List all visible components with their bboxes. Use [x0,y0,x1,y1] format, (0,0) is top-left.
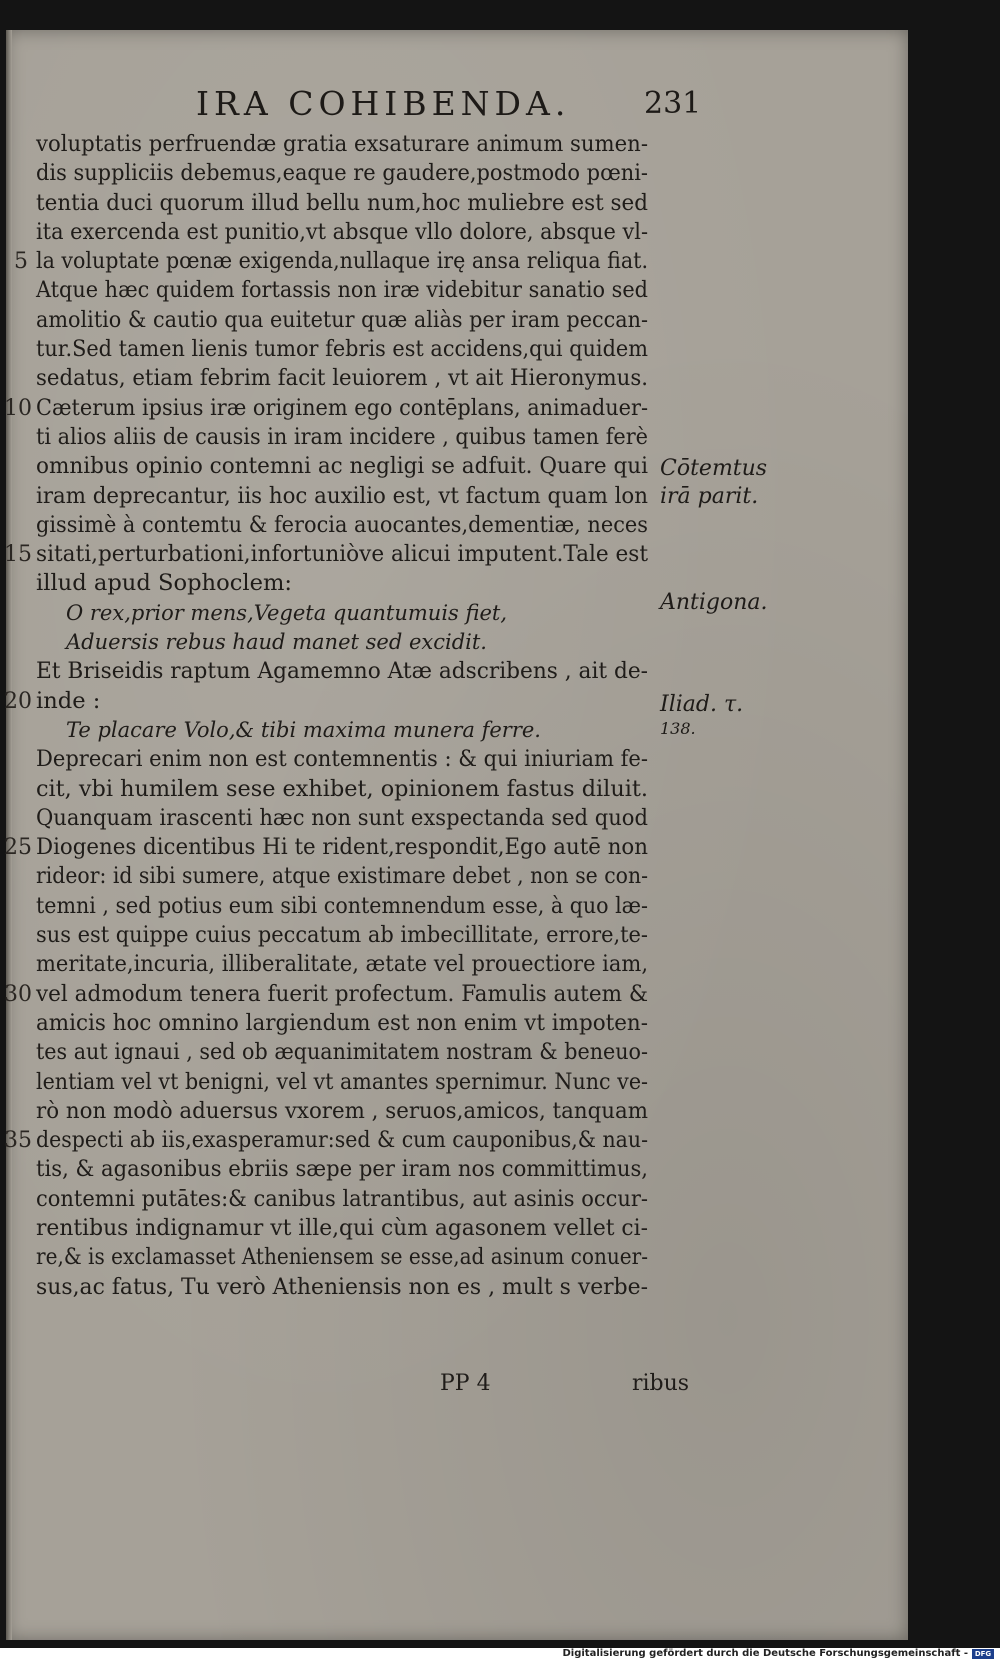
line-number: 5 [14,249,28,275]
line-text: la voluptate pœnæ exigenda,nullaque irę ansa reliqua fiat. [36,248,648,275]
text-line [4,394,696,423]
text-line [36,1185,696,1214]
line-text: Atque hæc quidem fortassis non iræ videbitur sanatio sed [36,277,648,304]
line-text: dis suppliciis debemus,eaque re gaudere,postmodo pœni- [36,160,648,187]
text-line [36,1155,696,1184]
line-text: amolitio & cautio qua euitetur quæ aliàs per iram peccan- [36,306,648,333]
digitization-footer [0,1648,1000,1661]
margin-note-antigona [660,589,768,617]
verse-line [36,599,696,628]
text-line [14,247,696,276]
text-line [36,218,696,247]
text-line [36,159,696,188]
text-line [36,1097,696,1126]
line-text: tes aut ignaui , sed ob æquanimitatem nostram & beneuo- [36,1039,648,1066]
line-text: amicis hoc omnino largiendum est non enim vt impoten- [36,1009,648,1036]
text-line [36,1009,696,1038]
line-text: lentiam vel vt benigni, vel vt amantes spernimur. Nunc ve- [36,1068,648,1095]
line-text: gissimè à contemtu & ferocia auocantes,dementiæ, neces [36,511,648,538]
text-line [36,862,696,891]
page-header [0,78,1000,124]
line-text: rideor: id sibi sumere, atque existimare debet , non se con- [36,863,648,890]
text-line [4,980,696,1009]
line-text: omnibus opinio contemni ac negligi se adfuit. Quare qui [36,453,648,480]
text-line [36,452,696,481]
line-text: Quanquam irascenti hæc non sunt exspectanda sed quod [36,804,648,831]
margin-note-contemtus [660,455,767,511]
line-text: illud apud Sophoclem: [36,570,292,597]
text-line [36,364,696,393]
line-number: 30 [4,981,32,1007]
text-line [36,1243,696,1272]
line-number: 20 [4,688,32,714]
line-text: Cæterum ipsius iræ originem ego contēplans, animaduer- [36,394,648,421]
line-text: O rex,prior mens,Vegeta quantumuis fiet, [66,600,508,625]
text-line [4,833,696,862]
line-text: ti alios aliis de causis in iram incidere , quibus tamen ferè [36,423,648,450]
margin-note-line: Antigona. [660,590,768,615]
text-line [36,482,696,511]
text-line [36,950,696,979]
dfg-logo: DFG [972,1649,994,1659]
text-line [36,335,696,364]
text-line [36,569,696,598]
verse-line [36,716,696,745]
running-head: IRA COHIBENDA. [196,84,571,123]
text-line [36,1068,696,1097]
line-text: re,& is exclamasset Atheniensem se esse,ad asinum conuer- [36,1244,648,1271]
text-line [36,276,696,305]
line-text: tis, & agasonibus ebriis sæpe per iram nos committimus, [36,1156,648,1183]
margin-note-line: Iliad. τ. [660,692,744,717]
line-text: sitati,perturbationi,infortuniòve alicui imputent.Tale est [36,541,648,568]
line-text: cit, vbi humilem sese exhibet, opinionem fastus diluit. [36,775,648,802]
text-line [36,657,696,686]
signature-mark: PP 4 [440,1371,491,1396]
line-text: inde : [36,687,101,714]
line-text: Aduersis rebus haud manet sed excidit. [66,630,487,655]
text-line [36,1273,696,1302]
line-text: Et Briseidis raptum Agamemno Atæ adscribens , ait de- [36,658,648,685]
line-text: despecti ab iis,exasperamur:sed & cum cauponibus,& nau- [36,1127,648,1154]
verse-line [36,628,696,657]
text-line [36,130,696,159]
main-text-block [4,130,696,1302]
line-text: vel admodum tenera fuerit profectum. Famulis autem & [36,980,648,1007]
line-text: sus,ac fatus, Tu verò Atheniensis non es , mult s verbe- [36,1273,648,1300]
text-line [36,189,696,218]
text-line [4,687,696,716]
line-text: voluptatis perfruendæ gratia exsaturare animum sumen- [36,131,648,157]
line-text: iram deprecantur, iis hoc auxilio est, vt factum quam lon [36,482,648,509]
line-text: meritate,incuria, illiberalitate, ætate vel prouectiore iam, [36,951,648,978]
line-text: contemni putātes:& canibus latrantibus, aut asinis occur- [36,1185,648,1212]
line-text: Diogenes dicentibus Hi te rident,respondit,Ego autē non [36,834,648,861]
text-line [36,423,696,452]
margin-note-line: irā parit. [660,484,759,509]
line-number: 35 [4,1128,32,1154]
margin-note-line: Cōtemtus [660,456,768,481]
text-line [36,775,696,804]
text-line [36,745,696,774]
text-line [36,1038,696,1067]
text-line [36,306,696,335]
line-text: Te placare Volo,& tibi maxima munera ferre. [66,717,541,742]
line-number: 25 [4,835,32,861]
text-line [36,804,696,833]
text-line [4,1126,696,1155]
line-text: sus est quippe cuius peccatum ab imbecillitate, errore,te- [36,922,648,949]
line-text: temni , sed potius eum sibi contemnendum esse, à quo læ- [36,892,648,919]
line-number: 15 [4,542,32,568]
line-number: 10 [4,395,32,421]
text-line [36,921,696,950]
catchword: ribus [632,1371,690,1396]
text-line [36,1214,696,1243]
line-text: ita exercenda est punitio,vt absque vllo dolore, absque vl- [36,218,648,245]
funding-credit: Digitalisierung gefördert durch die Deutsche Forschungsgemeinschaft - [562,1648,968,1659]
page-number: 231 [644,86,702,121]
line-text: rò non modò aduersus vxorem , seruos,amicos, tanquam [36,1097,648,1124]
line-text: tentia duci quorum illud bellu num,hoc muliebre est sed [36,189,648,216]
text-line [4,540,696,569]
text-line [36,511,696,540]
line-text: tur.Sed tamen lienis tumor febris est accidens,qui quidem [36,336,648,363]
line-text: rentibus indignamur vt ille,qui cùm agasonem vellet ci- [36,1214,648,1241]
line-text: Deprecari enim non est contemnentis : & qui iniuriam fe- [36,746,648,773]
line-text: sedatus, etiam febrim facit leuiorem , vt ait Hieronymus. [36,365,648,392]
text-line [36,892,696,921]
margin-note-iliad [660,691,743,739]
margin-note-line: 138. [660,719,696,738]
